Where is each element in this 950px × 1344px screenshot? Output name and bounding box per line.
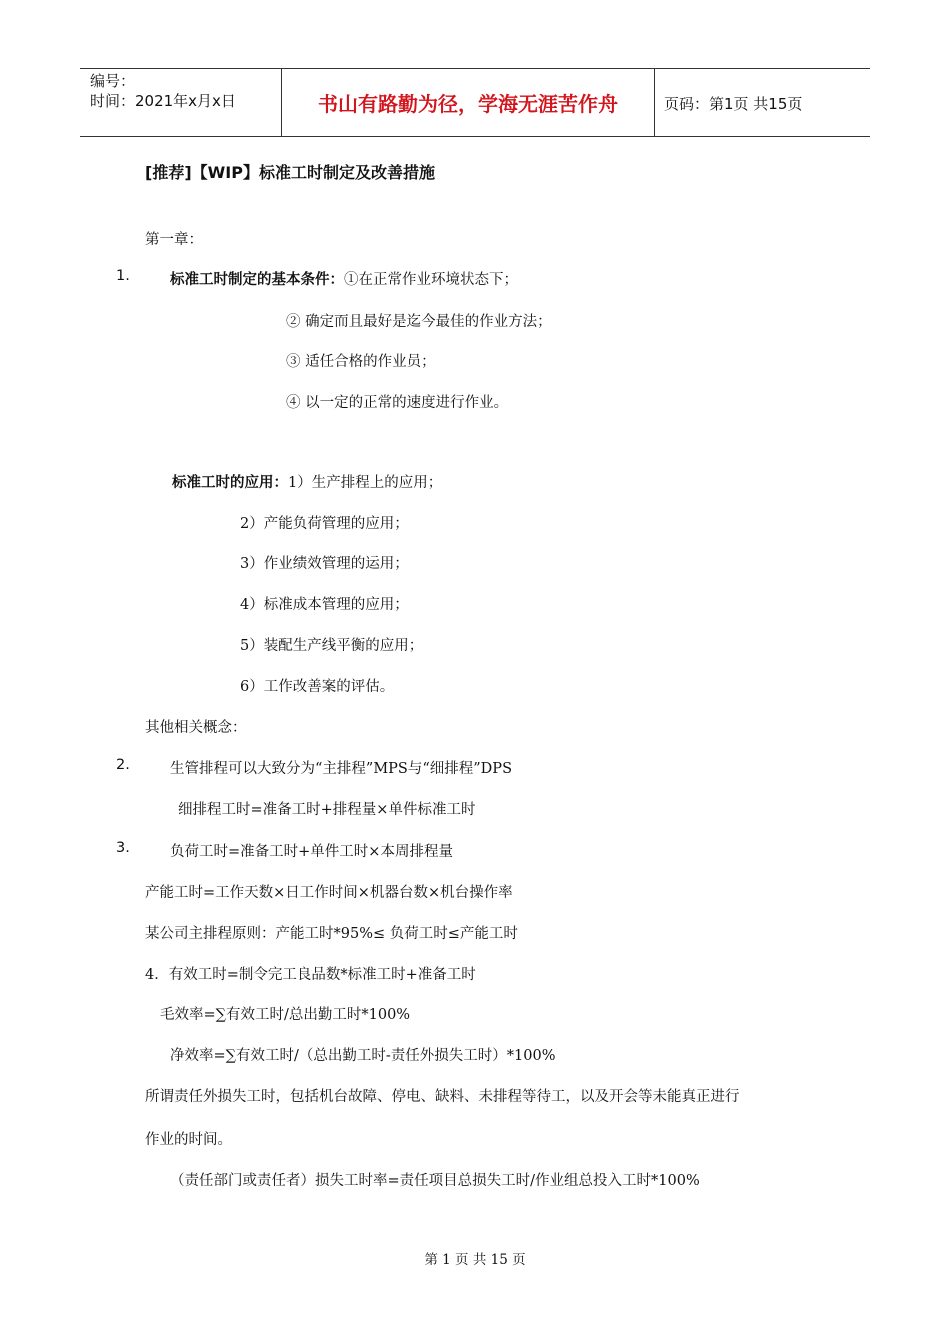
- header-code-label: 编号：: [90, 72, 136, 90]
- section-2-number: 2.: [116, 757, 130, 773]
- header-motto: 书山有路勤为径，学海无涯苦作舟: [318, 91, 618, 116]
- header-page-label: 页码：第1页 共15页: [664, 95, 803, 113]
- application-1: 1）生产排程上的应用；: [288, 475, 443, 491]
- application-label: 标准工时的应用：: [172, 475, 288, 491]
- footer-page-number: 第 1 页 共 15 页: [424, 1252, 526, 1268]
- header-divider-right: [654, 68, 655, 136]
- application-4: 4）标准成本管理的应用；: [240, 597, 409, 613]
- application-2: 2）产能负荷管理的应用；: [240, 516, 409, 532]
- header-bottom-rule: [80, 136, 870, 137]
- capacity-formula: 产能工时=工作天数×日工作时间×机器台数×机台操作率: [145, 885, 513, 901]
- section-4-text: 4．有效工时=制令完工良品数*标准工时+准备工时: [145, 967, 476, 983]
- condition-4: ④ 以一定的正常的速度进行作业。: [286, 395, 509, 411]
- net-efficiency: 净效率=∑有效工时/（总出勤工时-责任外损失工时）*100%: [170, 1048, 556, 1064]
- loss-definition-1: 所谓责任外损失工时，包括机台故障、停电、缺料、未排程等待工，以及开会等未能真正进行: [145, 1089, 740, 1105]
- application-3: 3）作业绩效管理的运用；: [240, 556, 409, 572]
- section-1-line: [170, 268, 518, 289]
- header-time-label: 时间：2021年x月x日: [90, 92, 236, 110]
- section-2-text: 生管排程可以大致分为“主排程”MPS与“细排程”DPS: [170, 761, 513, 777]
- application-6: 6）工作改善案的评估。: [240, 679, 395, 695]
- loss-rate-formula: （责任部门或责任者）损失工时率=责任项目总损失工时/作业组总投入工时*100%: [170, 1173, 700, 1189]
- loss-definition-2: 作业的时间。: [145, 1132, 232, 1148]
- chapter-heading: 第一章：: [145, 232, 203, 248]
- section-1-label: 标准工时制定的基本条件：: [170, 272, 344, 288]
- section-2-formula: 细排程工时=准备工时+排程量×单件标准工时: [178, 802, 476, 818]
- gross-efficiency: 毛效率=∑有效工时/总出勤工时*100%: [160, 1007, 411, 1023]
- application-5: 5）装配生产线平衡的应用；: [240, 638, 424, 654]
- section-3-number: 3.: [116, 840, 130, 856]
- section-1-number: 1.: [116, 268, 130, 284]
- condition-3: ③ 适任合格的作业员；: [286, 354, 436, 370]
- other-concepts: 其他相关概念：: [145, 720, 247, 736]
- condition-2: ② 确定而且最好是迄今最佳的作业方法；: [286, 314, 552, 330]
- scheduling-principle: 某公司主排程原则：产能工时*95%≤ 负荷工时≤产能工时: [145, 926, 518, 942]
- condition-1: ①在正常作业环境状态下；: [344, 272, 518, 288]
- application-line: [172, 471, 442, 492]
- section-3-text: 负荷工时=准备工时+单件工时×本周排程量: [170, 844, 453, 860]
- doc-title: [推荐]【WIP】标准工时制定及改善措施: [145, 163, 435, 182]
